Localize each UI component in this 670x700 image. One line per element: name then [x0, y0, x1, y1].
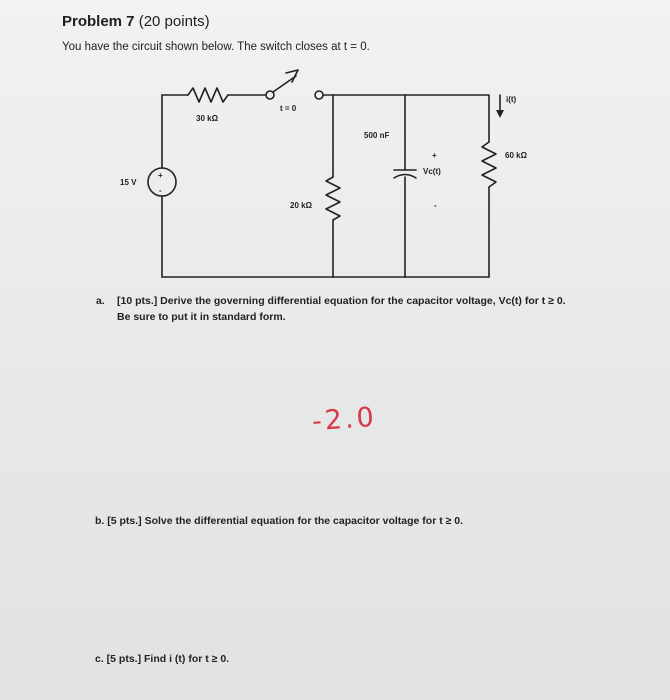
problem-intro: You have the circuit shown below. The switch closes at t = 0.	[62, 41, 370, 53]
source-plus-sign: +	[158, 171, 163, 180]
resistor-60k-label: 60 kΩ	[505, 151, 527, 160]
question-a-line2: Be sure to put it in standard form.	[117, 311, 286, 323]
resistor-60k-symbol	[482, 142, 496, 187]
source-minus-sign: -	[159, 186, 162, 195]
capacitor-label: 500 nF	[364, 131, 390, 140]
resistor-30k-symbol	[188, 88, 228, 102]
resistor-20k-symbol	[326, 177, 340, 220]
vc-label: Vc(t)	[423, 167, 441, 176]
resistor-30k-label: 30 kΩ	[196, 114, 218, 123]
problem-number: Problem 7	[62, 13, 135, 30]
question-a-line1: [10 pts.] Derive the governing differential equation for the capacitor voltage, Vc(t) for t ≥ 0.	[117, 295, 566, 307]
switch-time-label: t = 0	[280, 104, 297, 113]
question-a-label: a.	[96, 295, 105, 307]
problem-points: (20 points)	[134, 13, 210, 30]
switch-contact-right	[315, 91, 323, 99]
question-b: b. [5 pts.] Solve the differential equation for the capacitor voltage for t ≥ 0.	[95, 515, 464, 527]
current-arrow-head	[496, 110, 504, 118]
current-label: i(t)	[506, 95, 517, 104]
switch-blade	[273, 76, 296, 92]
source-voltage-label: 15 V	[120, 178, 137, 187]
handwritten-grade-mark: -2.0	[310, 401, 378, 438]
vc-plus-sign: +	[432, 151, 437, 160]
top-right-wire	[323, 95, 489, 142]
question-c: c. [5 pts.] Find i (t) for t ≥ 0.	[95, 653, 230, 665]
vc-minus-sign: -	[434, 201, 437, 210]
resistor-20k-label: 20 kΩ	[290, 201, 312, 210]
